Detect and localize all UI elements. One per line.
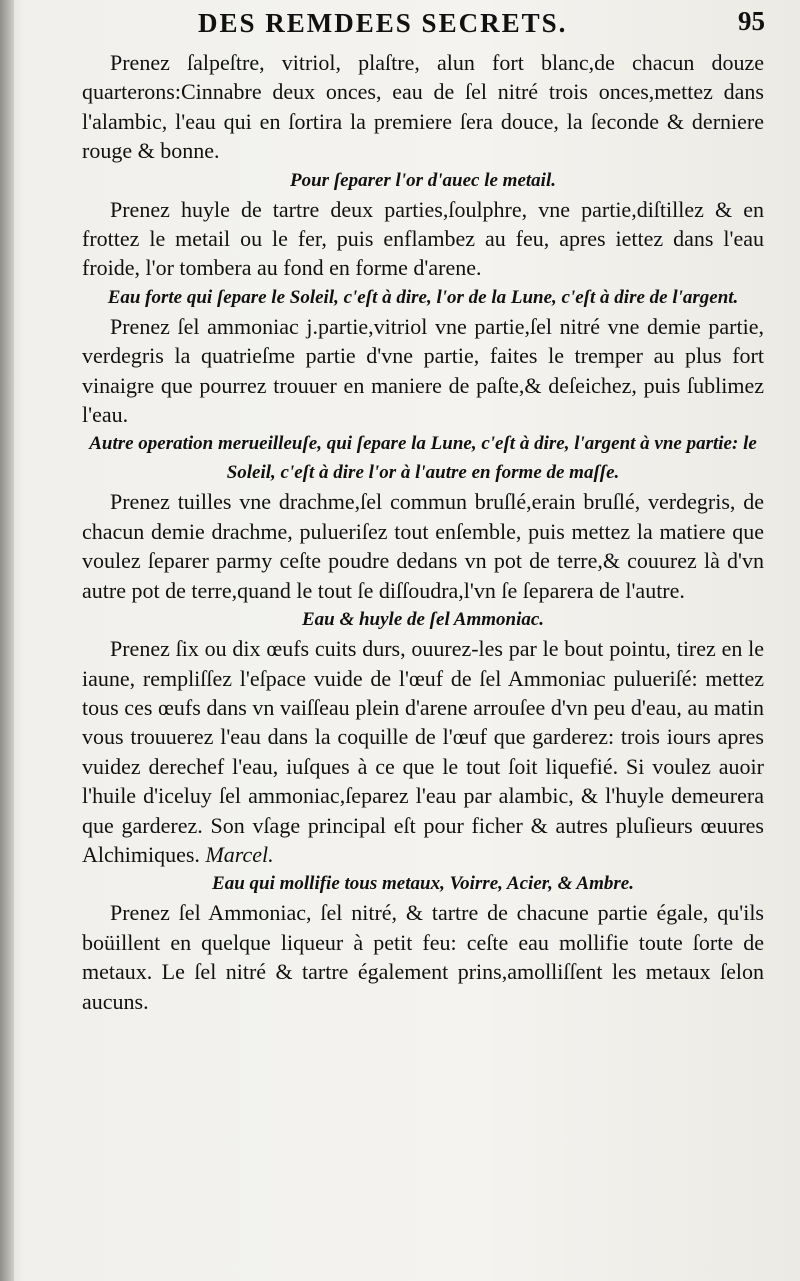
running-title: DES REMDEES SECRETS. — [198, 8, 568, 38]
page-header — [0, 6, 800, 46]
recipe-body: Prenez ſel ammoniac j.partie,vitriol vne partie,ſel nitré vne demie partie, verdegris la quatrieſme partie d'vne partie, faites le tremper au plus fort vinaigre que pourrez trouuer en maniere de paſte,& deſeichez, puis ſublimez l'eau. — [82, 313, 764, 428]
recipe-heading: Eau & huyle de ſel Ammoniac. — [301, 609, 545, 631]
recipe-body: Prenez tuilles vne drachme,ſel commun bruſlé,erain bruſlé, verdegris, de chacun demie drachme, pulueriſez tout enſemble, puis mettez la matiere que voulez ſeparer parmy ceſte poudre dedans vn pot de terre,& couurez là d'vn autre pot de terre,quand le tout ſe diſſoudra,l'vn ſe ſeparera de l'autre. — [82, 489, 764, 603]
recipe-body: Prenez huyle de tartre deux parties,ſoulphre, vne partie,diſtillez & en frottez le metail ou le fer, puis enflambez au feu, apres iettez dans l'eau froide, l'or tombera au fond en forme d'arene. — [82, 196, 764, 281]
recipe-body: Prenez ſel Ammoniac, ſel nitré, & tartre de chacune partie égale, qu'ils boüillent en quelque liqueur à petit feu: ceſte eau mollifie toute ſorte de metaux. Le ſel nitré & tartre également prins,amolliſſent les metaux ſelon aucuns. — [82, 900, 764, 1014]
text-block — [82, 48, 764, 1016]
recipe-heading: Autre operation merueilleuſe, qui ſepare la Lune, c'eſt à dire, l'argent à vne partie: le Soleil, c'eſt à dire l'or à l'autre en forme de maſſe. — [89, 433, 757, 484]
recipe-body — [82, 634, 764, 869]
attribution: Marcel. — [205, 841, 274, 867]
recipe-heading: Eau forte qui ſepare le Soleil, c'eſt à dire, l'or de la Lune, c'eſt à dire de l'argent. — [107, 286, 739, 308]
recipe-body-text: Prenez ſix ou dix œufs cuits durs, ouurez-les par le bout pointu, tirez en le iaune, rempliſſez l'eſpace vuide de l'œuf de ſel Ammoniac pulueriſé: mettez tous ces œufs dans vn vaiſſeau plein d'arene arrouſee d'vn peu d'eau, au matin vous trouuerez l'eau dans la coquille de l'œuf que garderez: trois iours apres vuidez derechef l'eau, iuſques à ce que le tout ſoit liquefié. Si voulez auoir l'huile d'iceluy ſel ammoniac,ſeparez l'eau par alambic, & l'huyle demeurera que garderez. Son vſage principal eſt pour ficher & autres pluſieurs œuures Alchimiques. — [82, 636, 764, 867]
page-number: 95 — [738, 6, 765, 36]
recipe-heading: Pour ſeparer l'or d'auec le metail. — [290, 169, 556, 191]
recipe-body: Prenez ſalpeſtre, vitriol, plaſtre, alun fort blanc,de chacun douze quarterons:Cinnabre deux onces, eau de ſel nitré trois onces,mettez dans l'alambic, l'eau qui en ſortira la premiere ſera douce, la ſeconde & derniere rouge & bonne. — [82, 50, 764, 164]
page-gutter — [0, 0, 14, 1281]
recipe-heading: Eau qui mollifie tous metaux, Voirre, Acier, & Ambre. — [212, 873, 634, 895]
